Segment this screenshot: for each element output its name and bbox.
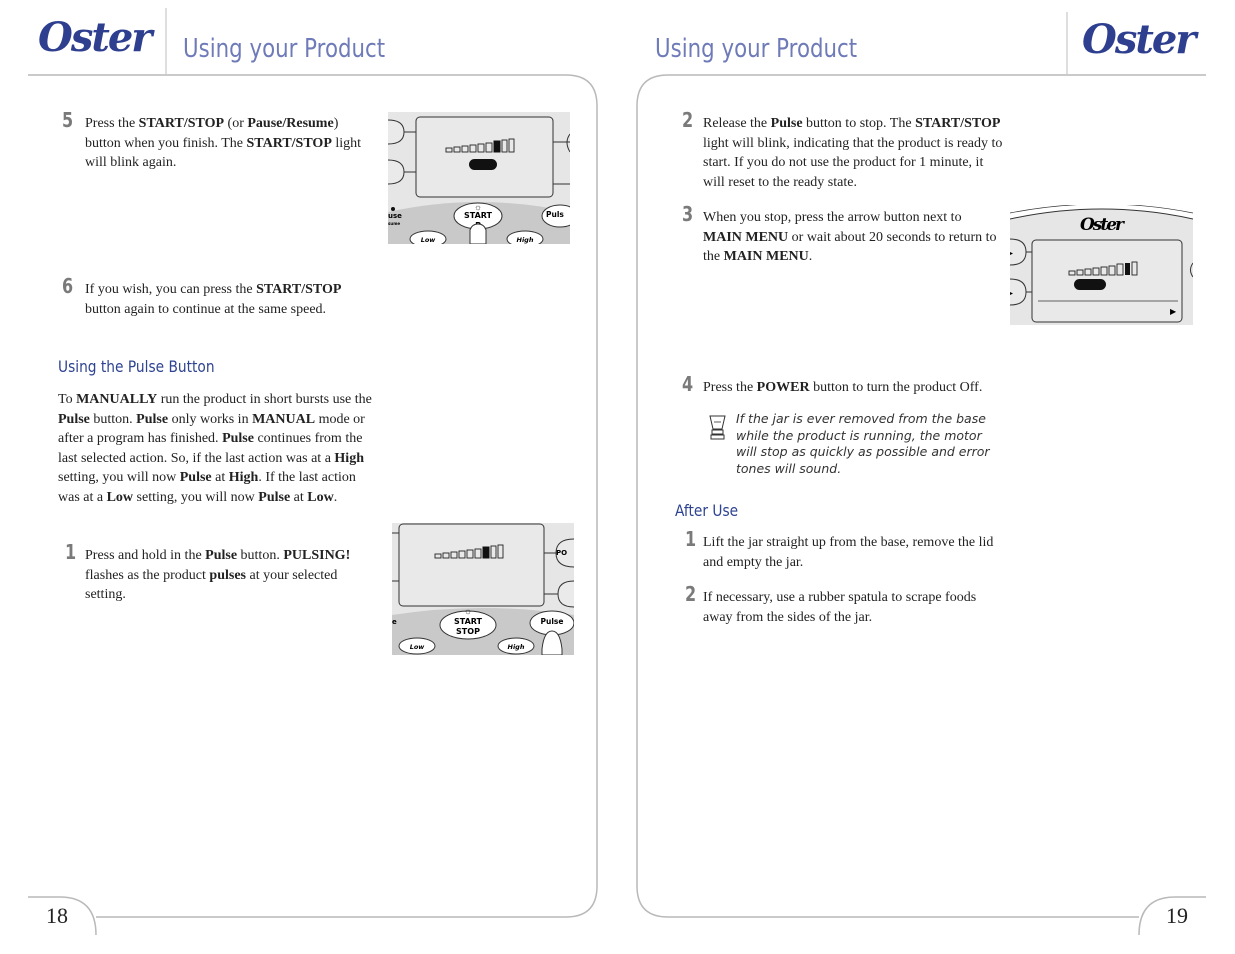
page-number: 19 (1166, 903, 1188, 928)
svg-text:▸: ▸ (1010, 251, 1014, 257)
step-text: If necessary, use a rubber spatula to scrape foods away from the sides of the jar. (703, 590, 977, 625)
svg-text:☼: ☼ (463, 606, 473, 616)
step-number: 1 (685, 527, 697, 551)
resume-fragment-label: sume (388, 221, 401, 226)
step-text: Lift the jar straight up from the base, remove the lid and empty the jar. (703, 535, 994, 570)
section-heading: Using the Pulse Button (58, 357, 215, 376)
control-panel-illustration (388, 112, 570, 244)
start-label: START (453, 617, 483, 626)
bold-term: Pulse (136, 411, 169, 427)
step-number: 4 (682, 372, 694, 396)
pulse-label: Pulse (540, 617, 564, 626)
svg-text:☼: ☼ (473, 202, 483, 212)
svg-text:▸: ▸ (1010, 291, 1014, 297)
low-label: Low (409, 643, 425, 651)
low-label: Low (420, 236, 436, 244)
step-text: Press the START/STOP (or Pause/Resume) button when you finish. The START/STOP light will blink again. (85, 116, 362, 171)
control-panel-illustration (392, 523, 574, 655)
bold-term: Low (307, 489, 334, 505)
text-run: at (211, 470, 229, 486)
stop-label: STOP (456, 627, 480, 636)
step-number: 3 (682, 202, 694, 226)
page-title: Using your Product (183, 34, 386, 64)
step-text: Release the Pulse button to stop. The START/STOP light will blink, indicating that the product is ready to start. If you do not use the product for 1 minute, it will reset to the ready state. (703, 116, 1003, 190)
high-label: High (507, 643, 525, 651)
pause-fragment-label: use (388, 212, 402, 220)
power-fragment-label: PO (556, 549, 568, 557)
step-text: Press and hold in the Pulse button. PULSING! flashes as the product pulses at your selected setting. (85, 548, 351, 603)
text-run: setting, you will now (133, 489, 259, 505)
start-label: START (463, 211, 493, 220)
step-number: 6 (62, 274, 74, 298)
pulse-fragment-label: Puls (546, 210, 564, 219)
step-number: 1 (65, 540, 77, 564)
brand-logo: Oster (38, 14, 151, 61)
bold-term: Low (106, 489, 134, 505)
bold-term: Pulse (222, 431, 254, 447)
text-run: button. (89, 411, 137, 427)
bold-term: High (334, 450, 364, 466)
pulse-intro-paragraph (58, 390, 378, 508)
brand-logo: Oster (1082, 16, 1195, 63)
step-number: 5 (62, 108, 74, 132)
display-panel-illustration (1010, 205, 1193, 325)
step-number: 2 (685, 582, 697, 606)
text-run: run the product in short bursts use the (157, 392, 372, 407)
e-fragment-label: e (392, 618, 397, 626)
bold-term: Pulse (58, 411, 90, 427)
high-label: High (516, 236, 534, 244)
bold-term: High (228, 470, 259, 486)
step-text: If you wish, you can press the START/STOP button again to continue at the same speed. (85, 282, 342, 317)
bold-term: Pulse (258, 489, 291, 505)
text-run: setting, you will now (58, 470, 180, 486)
blender-jar-icon (708, 413, 728, 441)
text-run: To (58, 392, 77, 407)
bold-term: MANUALLY (76, 392, 158, 407)
step-text: When you stop, press the arrow button next to MAIN MENU or wait about 20 seconds to return to the MAIN MENU. (703, 210, 997, 265)
text-run: continues from the last selected action. So, if the last action was at a (58, 431, 363, 466)
text-run: at (290, 489, 308, 505)
step-number: 2 (682, 108, 694, 132)
svg-text:▶: ▶ (1170, 307, 1177, 316)
text-run: . If the last action was at a (58, 470, 356, 505)
device-brand-logo: Oster (1080, 215, 1123, 235)
page-number: 18 (46, 903, 68, 928)
text-run: only works in (168, 411, 253, 427)
warning-note: If the jar is ever removed from the base while the product is running, the motor will stop as quickly as possible and error tones will sound. (736, 411, 990, 476)
section-heading: After Use (675, 501, 739, 520)
bold-term: Pulse (179, 470, 212, 486)
text-run: . (333, 489, 338, 505)
page-title: Using your Product (655, 34, 858, 64)
text-run: mode or after a program has finished. (58, 411, 365, 447)
bold-term: MANUAL (252, 411, 316, 427)
step-text: Press the POWER button to turn the product Off. (703, 380, 983, 395)
